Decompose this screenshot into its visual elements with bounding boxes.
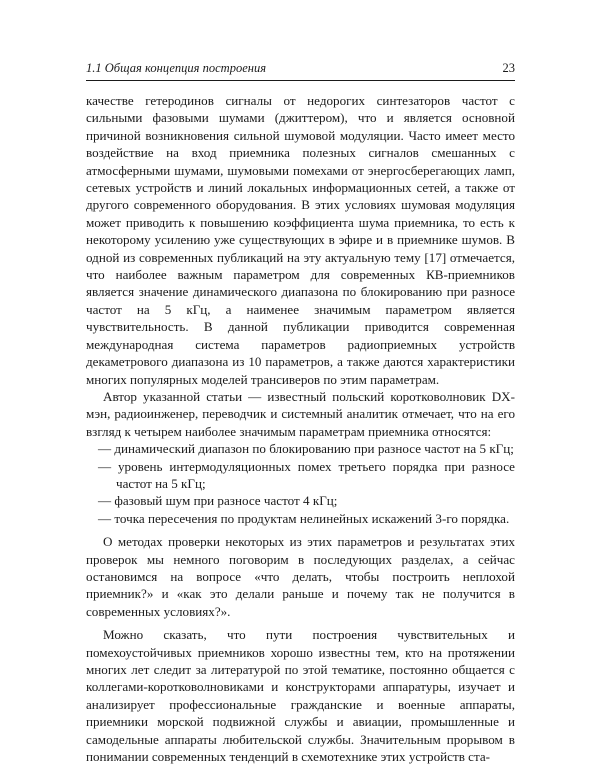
paragraph: качестве гетеродинов сигналы от недорогих синтезаторов частот с сильными фазовыми шумами (джиттером), что и является основной причиной возникновения сильной шумовой модуляции. Часто имеет место воздействие на вход приемника полезных сигналов смешанных с атмосферными шумами, шумовыми помехами от энергосберегающих ламп, сетевых устройств и линий локальных информационных сетей, а также от другого современного оборудования. В этих условиях шумовая модуляция может приводить к повышению коэффициента шума приемника, то есть к некоторому усилению уже существующих в эфире и в приемнике шумов. В одной из современных публикаций на эту актуальную тему [17] отмечается, что наиболее важным параметром для современных КВ-приемников является значение динамического диапазона по блокированию при разносе частот на 5 кГц, а наименее значимым параметром является чувствительность. В данной публикации приводится современная международная система параметров радиоприемных устройств декаметрового диапазона из 10 параметров, а также даются характеристики многих популярных моделей трансиверов по этим параметрам.	[86, 93, 515, 387]
paragraph: О методах проверки некоторых из этих параметров и результатах этих проверок мы немного поговорим в последующих разделах, а сейчас остановимся на вопросе «что делать, чтобы построить неплохой приемник?» и «как это делали раньше и почему так не получится в современных условиях?».	[86, 534, 515, 619]
section-title: 1.1 Общая концепция построения	[86, 61, 266, 75]
parameter-list	[86, 440, 515, 527]
list-item: — уровень интермодуляционных помех третьего порядка при разносе частот на 5 кГц;	[98, 458, 515, 491]
list-item: — точка пересечения по продуктам нелинейных искажений 3-го порядка.	[98, 510, 510, 526]
list-item: — динамический диапазон по блокированию при разносе частот на 5 кГц;	[98, 441, 514, 457]
list-item: — фазовый шум при разносе частот 4 кГц;	[98, 493, 338, 509]
running-header	[86, 58, 515, 81]
page-body	[86, 92, 515, 765]
paragraph: Автор указанной статьи — известный польский коротковолновик DX-мэн, радиоинженер, переводчик и системный аналитик отмечает, что на его взгляд к четырем наиболее значимым параметрам приемника относятся:	[86, 388, 515, 439]
page-number: 23	[502, 61, 515, 75]
paragraph: Можно сказать, что пути построения чувствительных и помехоустойчивых приемников хорошо известны тем, кто на протяжении многих лет следит за литературой по этой тематике, постоянно общается с коллегами-коротковолновиками и конструкторами аппаратуры, изучает и анализирует профессиональные гражданские и военные аппараты, приемники морской подвижной службы и авиации, промышленные и самодельные аппараты любительской службы. Значительным прорывом в понимании современных тенденций в схемотехнике этих устройств ста-	[86, 627, 515, 765]
